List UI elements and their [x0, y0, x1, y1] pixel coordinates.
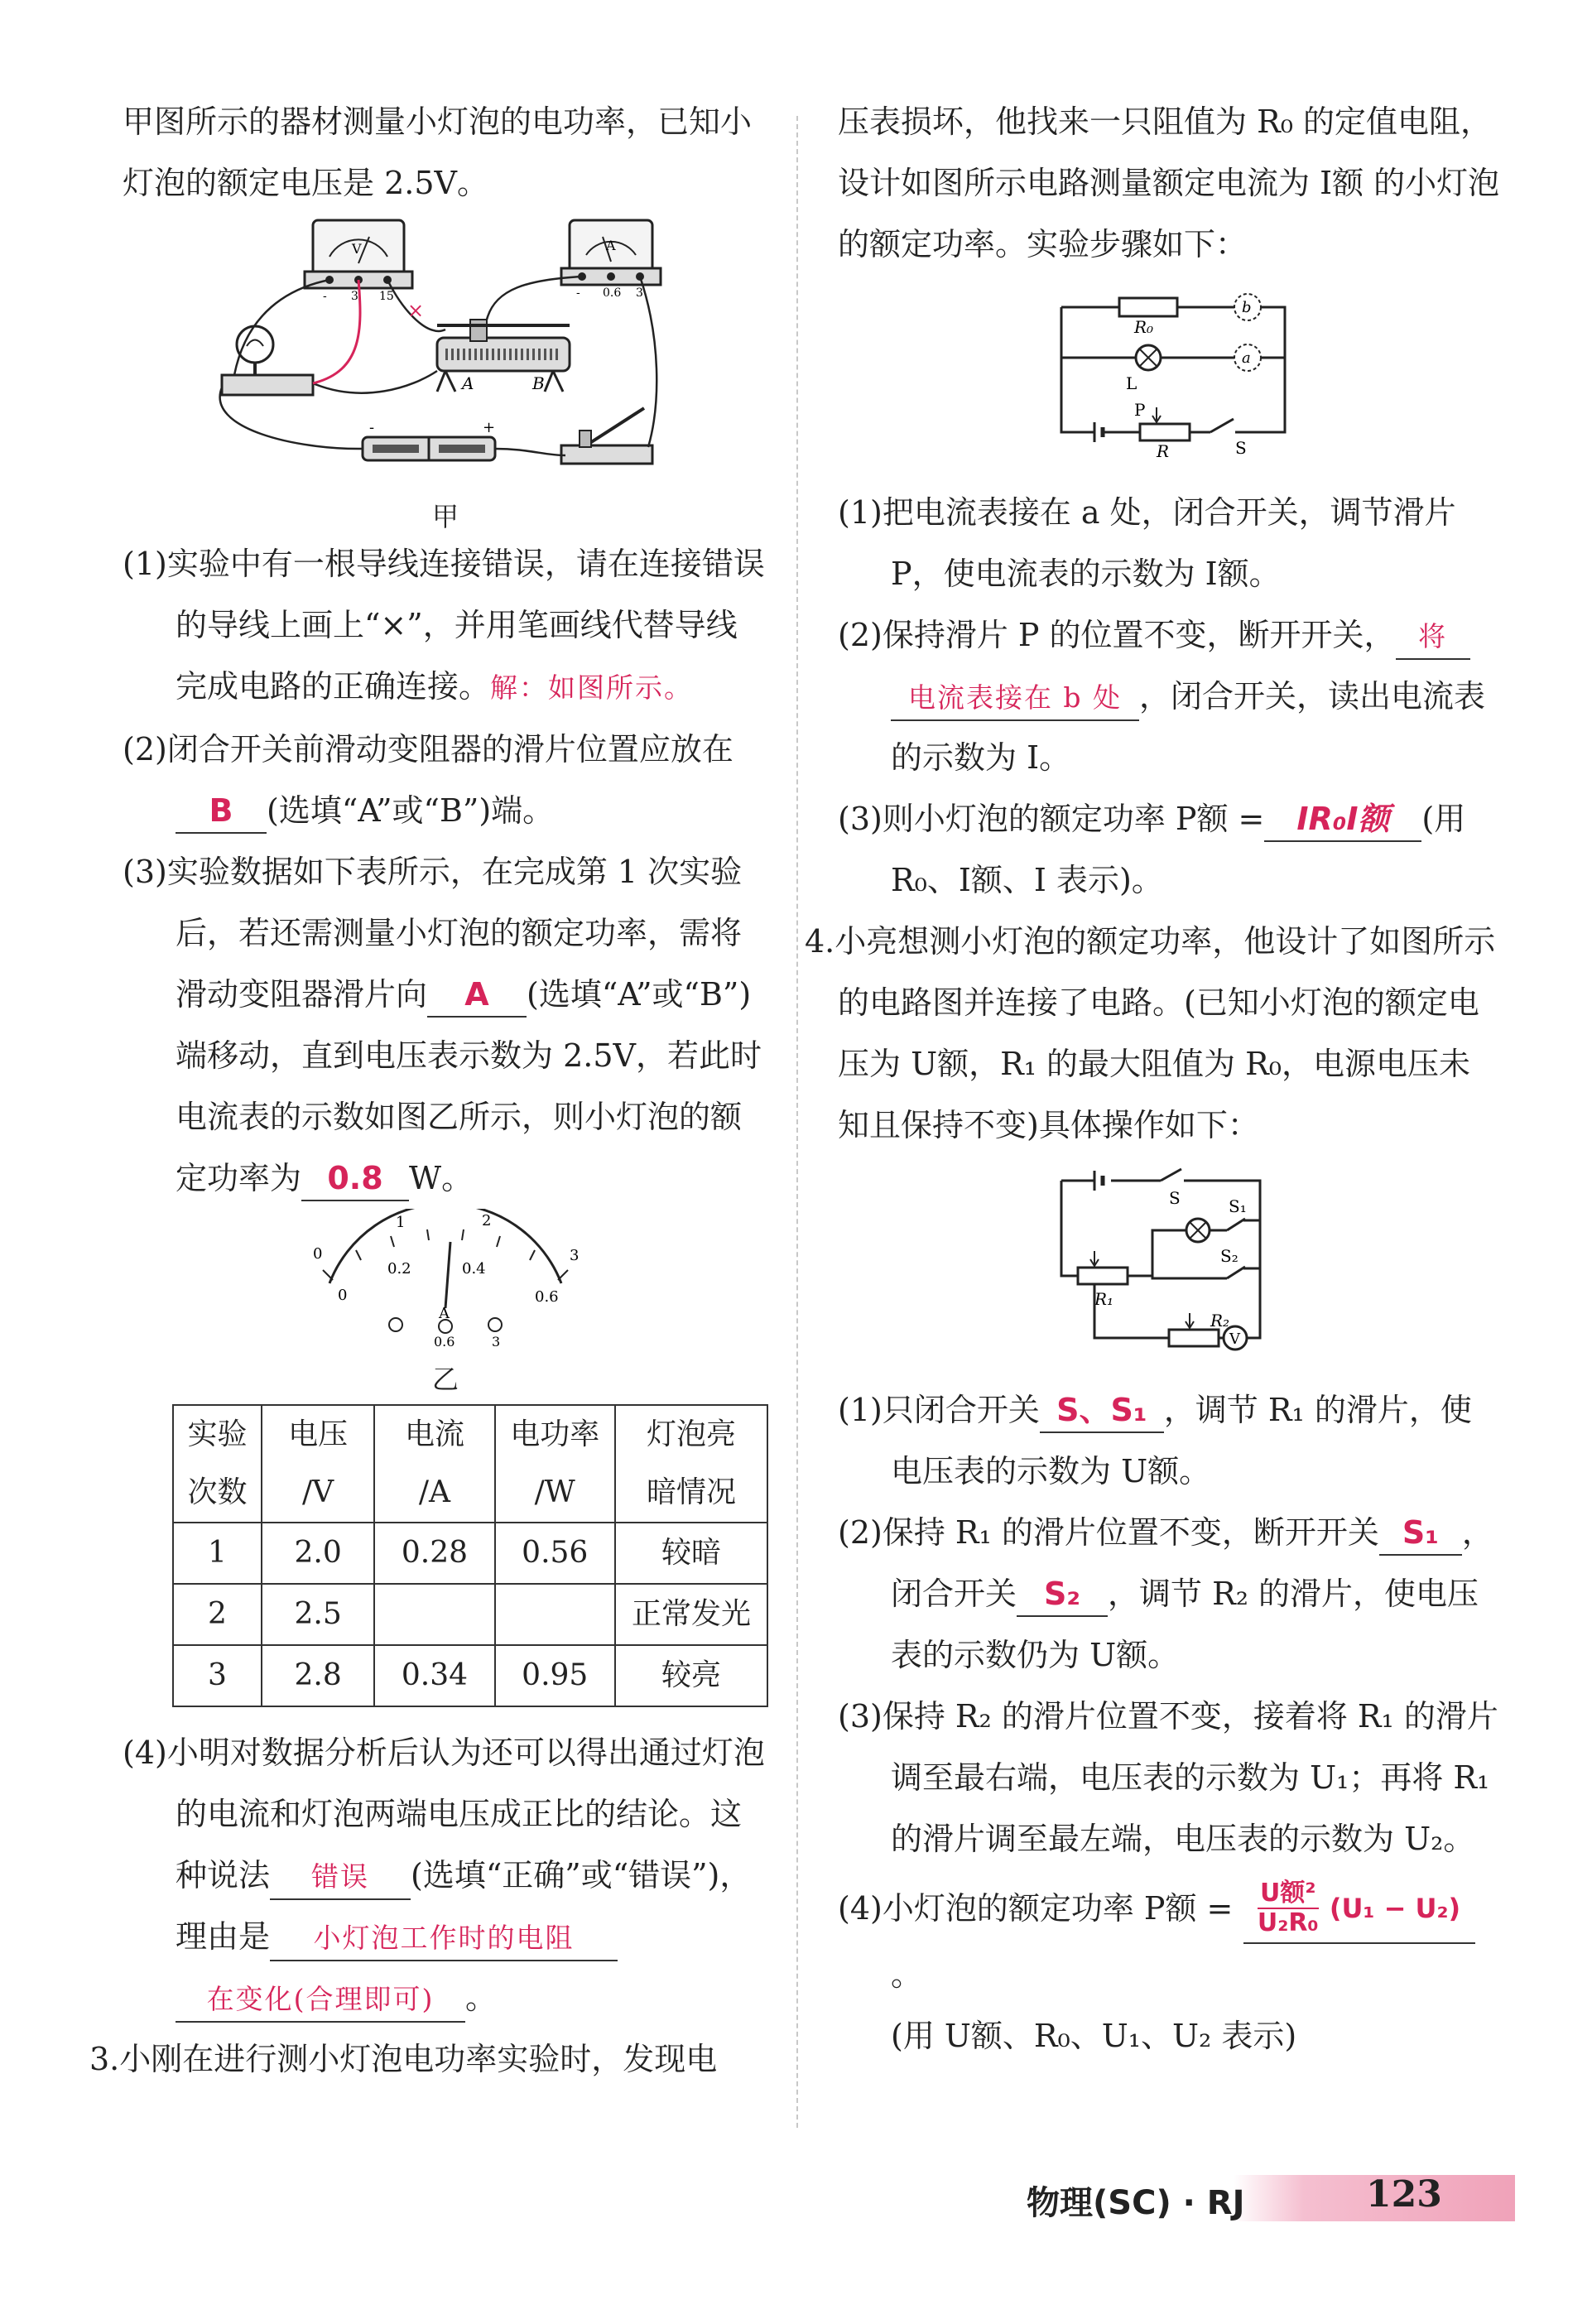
voltmeter-label: V [352, 241, 362, 257]
table-cell: 0.34 [374, 1645, 494, 1706]
question-4 [123, 1722, 768, 2028]
task-3: (3)保持 R₂ 的滑片位置不变，接着将 R₁ 的滑片调至最右端，电压表的示数为 U₁；再将 R₁ 的滑片调至最左端，电压表的示数为 U₂。 [838, 1698, 1498, 1857]
question-4-text-b: (选填“正确”或“错误”)，理由是 [176, 1857, 752, 1955]
problem-3-continued: 压表损坏，他找来一只阻值为 R₀ 的定值电阻，设计如图所示电路测量额定电流为 I额 的小灯泡的额定功率。实验步骤如下： [838, 103, 1500, 262]
dial-terminal-06: 0.6 [434, 1334, 455, 1350]
left-column [89, 91, 768, 2090]
a-terminal-06: 0.6 [603, 286, 622, 300]
rheostat-icon [437, 320, 570, 392]
table-cell: 2.0 [262, 1523, 374, 1584]
table-header-cell: 电压 [288, 1417, 349, 1451]
step-2-text-b: ，闭合开关，读出电流表的示数为 I。 [891, 678, 1486, 776]
task-2 [838, 1502, 1500, 1686]
slider-p-label: P [1134, 400, 1146, 420]
wrong-wire-mark: × [407, 299, 425, 322]
task-2-text-a: (2)保持 R₁ 的滑片位置不变，断开开关 [838, 1514, 1379, 1551]
scale-bot-02: 0.2 [387, 1260, 411, 1277]
table-cell: 0.28 [374, 1523, 494, 1584]
task-4-text-b: 。 [891, 1956, 923, 1993]
table-header-cell: 灯泡亮 [646, 1417, 736, 1451]
task-2-answer-2: S₂ [1017, 1572, 1108, 1617]
switch-s1 [1227, 1219, 1245, 1230]
table-header-cell: 次数 [187, 1475, 248, 1509]
figure-jia [123, 214, 768, 533]
circuit-3-svg [1036, 283, 1301, 457]
table-row [173, 1584, 767, 1645]
table-cell: 较亮 [615, 1645, 767, 1706]
ammeter-label: A [606, 238, 616, 253]
question-3-text-a: (3)实验数据如下表所示，在完成第 1 次实验后，若还需测量小灯泡的额定功率，需将滑动变阻器滑片向 [123, 854, 743, 1013]
table-header-cell: 暗情况 [646, 1475, 736, 1509]
question-4-text-c: 。 [465, 1980, 498, 2016]
question-1-answer: 解：如图所示。 [490, 671, 694, 704]
question-2-text-a: (2)闭合开关前滑动变阻器的滑片位置应放在 [123, 731, 733, 767]
step-2-text-a: (2)保持滑片 P 的位置不变，断开开关， [838, 617, 1396, 653]
table-header-cell: 电功率 [510, 1417, 600, 1451]
ammeter-dial-svg [296, 1209, 594, 1350]
circuit-jia-svg [197, 214, 694, 487]
dial-terminal-3: 3 [492, 1334, 501, 1350]
voltmeter-label: V [1229, 1330, 1240, 1348]
task-4-denominator: U₂R₀ [1257, 1908, 1319, 1937]
step-2 [838, 604, 1500, 788]
table-header-cell: /V [302, 1475, 334, 1509]
meter-a-label: a [1242, 349, 1251, 367]
a-terminal-minus: - [576, 286, 580, 300]
battery-minus: - [369, 419, 375, 436]
scale-top-1: 1 [396, 1214, 406, 1231]
step-2-answer-2: 电流表接在 b 处 [891, 676, 1139, 721]
column-divider [796, 116, 798, 2128]
scale-bot-06: 0.6 [535, 1288, 559, 1306]
scale-bot-04: 0.4 [462, 1260, 486, 1277]
task-4-text-a: (4)小灯泡的额定功率 P额 = [838, 1890, 1234, 1927]
table-header-row [173, 1405, 767, 1523]
task-2-text-c: ，调节 R₂ 的滑片，使电压表的示数仍为 U额。 [891, 1576, 1479, 1673]
table-cell: 2 [173, 1584, 262, 1645]
table-cell: 2.5 [262, 1584, 374, 1645]
table-cell [495, 1584, 615, 1645]
question-2-answer: B [176, 789, 267, 834]
page-footer [977, 2173, 1515, 2225]
scale-top-2: 2 [482, 1212, 492, 1229]
question-1-text: (1)实验中有一根导线连接错误，请在连接错误的导线上画上“×”，并用笔画线代替导线完成电路的正确连接。 [123, 546, 765, 705]
question-2 [123, 719, 768, 841]
dial-arc [329, 1209, 561, 1283]
r0-label: R₀ [1134, 317, 1154, 337]
lamp-l-label: L [1126, 373, 1137, 393]
task-4 [838, 1878, 1500, 2005]
question-4-text-a: (4)小明对数据分析后认为还可以得出通过灯泡的电流和灯泡两端电压成正比的结论。这种说法 [123, 1735, 765, 1893]
table-cell [374, 1584, 494, 1645]
question-4-answer-2b: 在变化(合理即可) [176, 1978, 465, 2023]
table-row [173, 1523, 767, 1584]
lamp-icon [222, 326, 313, 395]
question-1 [123, 533, 768, 719]
intro-text: 甲图所示的器材测量小灯泡的电功率，已知小灯泡的额定电压是 2.5V。 [123, 103, 753, 201]
a-terminal-3: 3 [636, 286, 643, 300]
page-number: 123 [1366, 2173, 1442, 2216]
table-cell: 较暗 [615, 1523, 767, 1584]
v-terminal-15: 15 [379, 290, 394, 303]
switch-icon [561, 408, 652, 464]
step-2-answer-1: 将 [1396, 615, 1470, 660]
table-cell: 1 [173, 1523, 262, 1584]
question-3 [123, 841, 768, 1209]
step-3 [838, 788, 1500, 911]
question-4-answer-1: 错误 [270, 1855, 411, 1900]
question-3-answer-2: 0.8 [301, 1157, 409, 1201]
v-terminal-3: 3 [351, 290, 358, 303]
step-3-answer: IR₀I额 [1264, 797, 1421, 842]
step-3-text-a: (3)则小灯泡的额定功率 P额 = [838, 801, 1265, 837]
rheostat-r2 [1169, 1330, 1219, 1346]
battery-icon [363, 437, 495, 460]
table-cell: 正常发光 [615, 1584, 767, 1645]
question-3-text-b: (选填“A”或“B”)端移动，直到电压表示数为 2.5V，若此时电流表的示数如图乙所示，则小灯泡的额定功率为 [176, 976, 762, 1196]
scale-top-0: 0 [313, 1245, 323, 1263]
v-terminal-minus: - [323, 290, 327, 303]
table-header-cell: /A [418, 1475, 451, 1509]
rheostat-r1 [1078, 1268, 1128, 1284]
figure-problem-3 [838, 283, 1500, 477]
figure-problem-4 [838, 1164, 1500, 1374]
table-header-cell: 实验 [187, 1417, 248, 1451]
figure-jia-caption: 甲 [431, 501, 459, 532]
footer-subject: 物理(SC) · RJ [1027, 2184, 1245, 2222]
dial-unit-label: A [439, 1305, 450, 1322]
task-2-text-b: ，闭合开关 [891, 1514, 1493, 1612]
problem-3-start: 3.小刚在进行测小灯泡电功率实验时，发现电 [89, 2041, 718, 2077]
table-cell: 0.56 [495, 1523, 615, 1584]
figure-yi-caption: 乙 [431, 1364, 459, 1395]
r1-label: R₁ [1094, 1289, 1114, 1309]
table-cell: 0.95 [495, 1645, 615, 1706]
task-4-answer [1243, 1879, 1475, 1944]
table-cell: 3 [173, 1645, 262, 1706]
dial-needle [445, 1242, 450, 1308]
table-row [173, 1645, 767, 1706]
meter-b-label: b [1242, 299, 1252, 316]
task-4-numerator: U额² [1258, 1879, 1319, 1909]
table-header-cell: 电流 [404, 1417, 464, 1451]
scale-bot-0: 0 [338, 1287, 348, 1304]
rheostat-r [1140, 424, 1190, 440]
switch-s [1210, 419, 1234, 432]
problem-4: 4.小亮想测小灯泡的额定功率，他设计了如图所示的电路图并连接了电路。(已知小灯泡的额定电压为 U额，R₁ 的最大阻值为 R₀，电源电压未知且保持不变)具体操作如下： [805, 923, 1496, 1143]
scale-top-3: 3 [570, 1247, 580, 1264]
switch-s2-label: S₂ [1220, 1246, 1238, 1266]
step-3-text-b: (用 R₀、I额、I 表示)。 [891, 801, 1466, 898]
rheostat-a-label: A [462, 373, 474, 393]
task-1-answer: S、S₁ [1040, 1388, 1164, 1433]
rheostat-b-label: B [532, 373, 545, 393]
resistor-r0 [1119, 298, 1177, 316]
data-table [172, 1404, 768, 1707]
switch-s1-label: S₁ [1229, 1196, 1247, 1216]
question-2-text-b: (选填“A”或“B”)端。 [267, 792, 555, 829]
battery-plus: + [483, 419, 496, 436]
table-cell: 2.8 [262, 1645, 374, 1706]
rheostat-r-label: R [1157, 441, 1170, 457]
question-3-answer-1: A [427, 973, 527, 1018]
switch-s [1161, 1169, 1181, 1181]
figure-yi [123, 1209, 768, 1394]
task-1-text-a: (1)只闭合开关 [838, 1392, 1040, 1428]
task-1 [838, 1379, 1500, 1502]
question-4-answer-2a: 小灯泡工作时的电阻 [270, 1917, 618, 1961]
circuit-4-svg [1045, 1164, 1293, 1354]
r2-label: R₂ [1210, 1311, 1230, 1330]
switch-s2 [1227, 1267, 1245, 1278]
right-column [805, 91, 1500, 2067]
step-1: (1)把电流表接在 a 处，闭合开关，调节滑片 P，使电流表的示数为 I额。 [838, 494, 1456, 592]
switch-s-label: S [1169, 1188, 1181, 1208]
task-1-text-b: ，调节 R₁ 的滑片，使电压表的示数为 U额。 [891, 1392, 1472, 1489]
task-4-tail: (U₁ − U₂) [1329, 1892, 1461, 1924]
task-2-answer-1: S₁ [1379, 1511, 1462, 1556]
question-3-text-c: W。 [409, 1160, 474, 1196]
task-4-note: (用 U额、R₀、U₁、U₂ 表示) [891, 2017, 1297, 2054]
table-header-cell: /W [534, 1475, 575, 1509]
switch-s-label: S [1235, 438, 1247, 457]
